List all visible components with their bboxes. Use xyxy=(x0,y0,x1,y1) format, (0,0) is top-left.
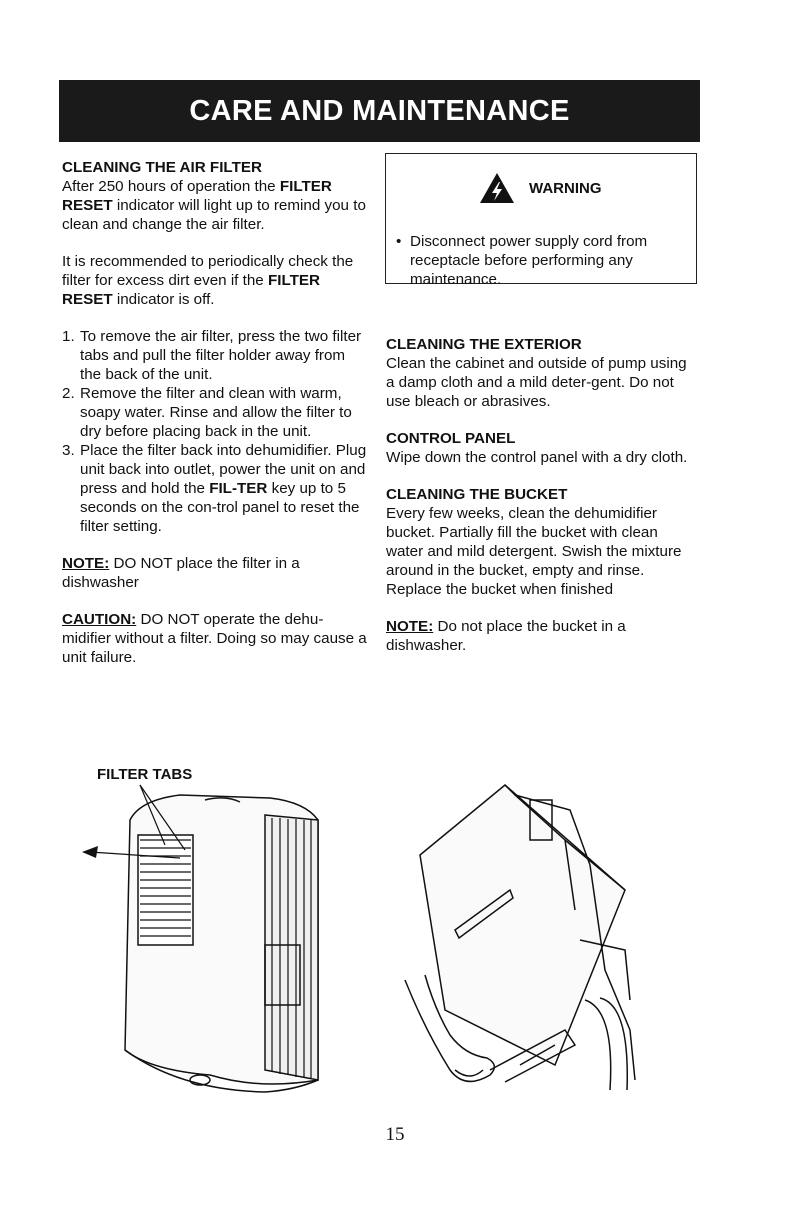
control-panel-heading: CONTROL PANEL xyxy=(386,430,516,447)
page-number: 15 xyxy=(385,1124,405,1145)
filter-tabs-caption: FILTER TABS xyxy=(97,766,193,783)
air-filter-heading: CLEANING THE AIR FILTER xyxy=(62,159,262,176)
exterior-text: Clean the cabinet and outside of pump using a damp cloth and a mild deter-gent. Do not use bleach or abrasives. xyxy=(386,355,687,410)
dehumidifier-back-illustration xyxy=(60,740,350,1100)
bucket-removal-illustration xyxy=(395,770,695,1090)
page-title: CARE AND MAINTENANCE xyxy=(189,94,570,127)
control-panel-text: Wipe down the control panel with a dry cloth. xyxy=(386,449,688,466)
warning-title: WARNING xyxy=(529,180,602,197)
bucket-text: Every few weeks, clean the dehumidifier bucket. Partially fill the bucket with clean water and mild detergent. Swish the mixture around in the bucket, empty and rinse. Replace the bucket when finished xyxy=(386,505,682,598)
filter-caution: CAUTION: DO NOT operate the dehu-midifier without a filter. Doing so may cause a unit failure. xyxy=(62,611,367,666)
filter-note: NOTE: DO NOT place the filter in a dishwasher xyxy=(62,555,300,591)
filter-steps xyxy=(62,327,367,536)
exterior-heading: CLEANING THE EXTERIOR xyxy=(386,336,582,353)
bucket-note: NOTE: Do not place the bucket in a dishwasher. xyxy=(386,618,626,654)
bucket-heading: CLEANING THE BUCKET xyxy=(386,486,568,503)
warning-icon xyxy=(479,172,515,204)
warning-text: • Disconnect power supply cord from receptacle before performing any maintenance. xyxy=(396,233,648,288)
step-2: 2. Remove the filter and clean with warm, soapy water. Rinse and allow the filter to dry before placing back in the unit. xyxy=(62,385,352,440)
section-banner xyxy=(59,80,700,142)
step-3: 3. Place the filter back into dehumidifier. Plug unit back into outlet, power the unit on and press and hold the FIL-TER key up to 5 seconds on the con-trol panel to reset the filter setting. xyxy=(62,442,367,535)
step-1: 1. To remove the air filter, press the two filter tabs and pull the filter holder away from the back of the unit. xyxy=(62,328,362,383)
right-column xyxy=(386,335,696,655)
air-filter-paragraph-1: After 250 hours of operation the FILTER RESET indicator will light up to remind you to clean and change the air filter. xyxy=(62,178,366,233)
left-column xyxy=(62,158,367,667)
air-filter-paragraph-2: It is recommended to periodically check the filter for excess dirt even if the FILTER RESET indicator is off. xyxy=(62,253,354,308)
warning-box xyxy=(385,153,697,288)
